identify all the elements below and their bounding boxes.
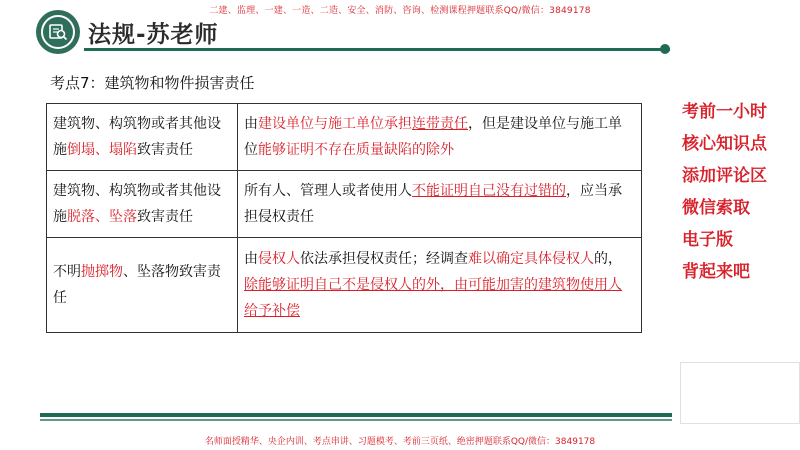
- point-title: 考点7：建筑物和物件损害责任: [50, 74, 255, 92]
- table-cell-rule: 由侵权人依法承担侵权责任；经调查难以确定具体侵权人的，除能够证明自己不是侵权人的外，由可能加害的建筑物使用人给予补偿: [238, 238, 642, 333]
- table-cell-rule: 所有人、管理人或者使用人不能证明自己没有过错的，应当承担侵权责任: [238, 171, 642, 238]
- header-divider-dot: [660, 44, 670, 54]
- side-notes: [682, 96, 792, 288]
- header-title: 法规-苏老师: [88, 22, 219, 48]
- header-divider: [84, 48, 670, 51]
- table-row: [47, 104, 642, 171]
- bottom-promo-banner: 名师面授精华、央企内训、考点串讲、习题模考、考前三页纸、绝密押题联系QQ/微信：3849178: [204, 437, 596, 447]
- side-note: 微信索取: [682, 198, 750, 218]
- blank-panel: [680, 362, 800, 424]
- side-note: 添加评论区: [682, 166, 767, 186]
- book-magnifier-icon: [36, 10, 80, 54]
- top-promo-banner: 二建、监理、一建、一造、二造、安全、消防、咨询、检测课程押题联系QQ/微信：3849178: [209, 6, 591, 16]
- side-note: 核心知识点: [682, 134, 767, 154]
- side-note: 背起来吧: [682, 262, 750, 282]
- side-note: 电子版: [682, 230, 733, 250]
- footer-divider: [40, 413, 672, 417]
- footer-divider-thin: [40, 419, 672, 421]
- table-row: [47, 238, 642, 333]
- liability-table: [46, 103, 642, 333]
- table-cell-subject: 建筑物、构筑物或者其他设施倒塌、塌陷致害责任: [47, 104, 238, 171]
- side-note: 考前一小时: [682, 102, 767, 122]
- table-cell-subject: 不明抛掷物、坠落物致害责任: [47, 238, 238, 333]
- table-cell-subject: 建筑物、构筑物或者其他设施脱落、坠落致害责任: [47, 171, 238, 238]
- table-cell-rule: 由建设单位与施工单位承担连带责任，但是建设单位与施工单位能够证明不存在质量缺陷的除外: [238, 104, 642, 171]
- table-row: [47, 171, 642, 238]
